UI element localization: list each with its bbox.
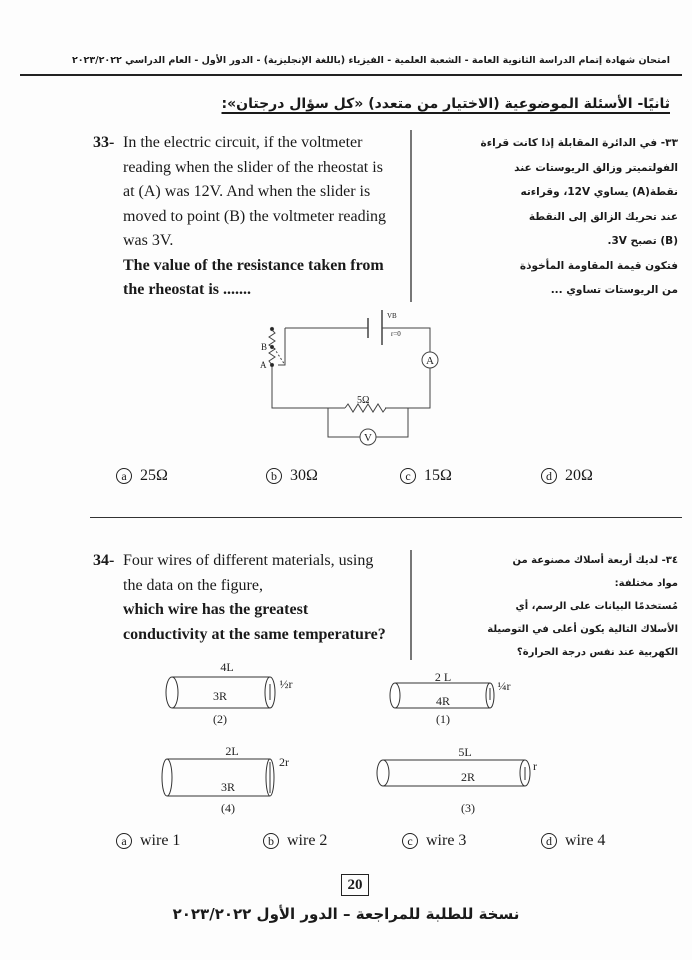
wire-3-length: 5L — [458, 745, 472, 759]
wire-4-resistance: 3R — [220, 780, 236, 794]
rheostat-slider — [274, 348, 285, 365]
header-divider — [20, 74, 682, 76]
q34-arabic-line: مُستخدمًا البيانات على الرسم، أي — [515, 601, 678, 612]
q34-arabic-line: الكهربية عند نفس درجة الحرارة؟ — [516, 647, 678, 658]
q33-arabic-line: (B) تصبح 3V. — [607, 235, 678, 247]
q33-arabic-line: من الريوستات تساوي ... — [550, 284, 678, 296]
q33-line: was 3V. — [123, 232, 174, 249]
resistor-label: 5Ω — [357, 395, 370, 406]
option-text: wire 2 — [287, 832, 328, 849]
wire-3 — [377, 760, 530, 786]
q33-option-c[interactable] — [400, 467, 452, 485]
wire-1-radius: ¼r — [497, 679, 511, 693]
option-text: 30Ω — [290, 467, 318, 484]
circuit-diagram — [230, 300, 460, 450]
point-a-dot — [270, 363, 273, 366]
wire-1-length: 2 L — [434, 670, 452, 684]
q33-line: the rheostat is ....... — [123, 281, 251, 298]
q34-arabic-text — [416, 549, 678, 664]
wire-4-length: 2L — [225, 744, 239, 758]
q33-number: 33- — [93, 134, 115, 151]
q34-line: Four wires of different materials, using — [123, 552, 374, 569]
battery-label: VB — [387, 312, 397, 320]
q33-arabic-line: فتكون قيمة المقاومة المأخوذة — [519, 259, 678, 272]
column-divider — [410, 550, 412, 660]
point-b-dot — [270, 345, 273, 348]
option-text: wire 3 — [426, 832, 467, 849]
q33-option-d[interactable] — [541, 467, 593, 485]
q33-arabic-line: عند تحريك الزالق إلى النقطة — [528, 210, 678, 223]
internal-resistance-label: r=0 — [391, 330, 401, 338]
option-text: 15Ω — [424, 467, 452, 484]
point-b-label: B — [261, 342, 268, 352]
page-number: 20 — [341, 874, 369, 896]
circuit-wire — [272, 328, 430, 408]
q34-option-d[interactable] — [541, 832, 605, 850]
footer-text: نسخة للطلبة للمراجعة – الدور الأول ٢٠٢٣/٢٠٢٢ — [172, 905, 520, 923]
q34-option-b[interactable] — [263, 832, 327, 850]
wires-diagram — [150, 650, 570, 820]
wire-1-id: (1) — [436, 712, 450, 726]
question-divider — [90, 517, 682, 518]
wire-4 — [162, 759, 274, 796]
q33-line: In the electric circuit, if the voltmeter — [123, 134, 363, 151]
q33-line: The value of the resistance taken from — [123, 256, 384, 274]
q34-option-c[interactable] — [402, 832, 466, 850]
q33-arabic-line: الفولتميتر وزالق الريوستات عند — [514, 161, 678, 174]
option-text: wire 4 — [565, 832, 606, 849]
wire-2-id: (2) — [213, 712, 227, 726]
q34-line: which wire has the greatest — [123, 601, 309, 618]
ammeter-label: A — [426, 355, 434, 367]
voltmeter-label: V — [364, 432, 372, 444]
q34-arabic-line: ٣٤- لديك أربعة أسلاك مصنوعة من — [512, 555, 678, 566]
rheostat-end — [270, 327, 273, 330]
q33-option-a[interactable] — [116, 467, 168, 485]
q33-arabic-text — [416, 131, 678, 303]
q33-line: reading when the slider of the rheostat is — [123, 158, 383, 176]
q34-arabic-line: مواد مختلفة: — [614, 578, 678, 589]
q34-line: the data on the figure, — [123, 576, 263, 594]
q34-arabic-line: الأسلاك التالية يكون أعلى في التوصيلة — [487, 624, 678, 635]
q33-text — [123, 131, 408, 303]
option-letter: a — [116, 468, 132, 484]
q34-text — [123, 549, 408, 647]
wire-2-resistance: 3R — [212, 689, 228, 703]
column-divider — [410, 130, 412, 302]
exam-header: امتحان شهادة إتمام الدراسة الثانوية العامة - الشعبة العلمية - الفيزياء (باللغة الإنجليزية) - الدور الأول - العام الدراسي ٢٠٢٣/٢٠٢٢ — [71, 55, 670, 66]
option-letter: c — [400, 468, 416, 484]
option-text: 25Ω — [140, 467, 168, 484]
q33-line: moved to point (B) the voltmeter reading — [123, 207, 387, 225]
wire-1-resistance: 4R — [435, 694, 451, 708]
option-letter: b — [263, 833, 279, 849]
q33-option-b[interactable] — [266, 467, 318, 485]
section-title: ثانيًا- الأسئلة الموضوعية (الاختيار من متعدد) «كل سؤال درجتان»: — [221, 96, 670, 112]
q33-arabic-line: ٣٣- في الدائرة المقابلة إذا كانت قراءة — [480, 137, 678, 149]
wire-2-length: 4L — [220, 660, 234, 674]
q34-line: conductivity at the same temperature? — [123, 625, 386, 643]
option-letter: a — [116, 833, 132, 849]
q33-arabic-line: نقطة(A) يساوي 12V، وقراءته — [520, 186, 678, 198]
option-text: 20Ω — [565, 467, 593, 484]
wire-3-resistance: 2R — [460, 770, 476, 784]
option-letter: d — [541, 833, 557, 849]
wire-4-radius: 2r — [279, 755, 289, 769]
option-text: wire 1 — [140, 832, 181, 849]
option-letter: c — [402, 833, 418, 849]
wire-3-id: (3) — [461, 801, 475, 815]
q33-line: at (A) was 12V. And when the slider is — [123, 183, 371, 200]
q34-number: 34- — [93, 552, 115, 569]
option-letter: d — [541, 468, 557, 484]
wire-3-radius: r — [533, 759, 537, 773]
option-letter: b — [266, 468, 282, 484]
wire-4-id: (4) — [221, 801, 235, 815]
q34-option-a[interactable] — [116, 832, 180, 850]
wire-2-radius: ½r — [279, 677, 293, 691]
point-a-label: A — [260, 360, 267, 370]
